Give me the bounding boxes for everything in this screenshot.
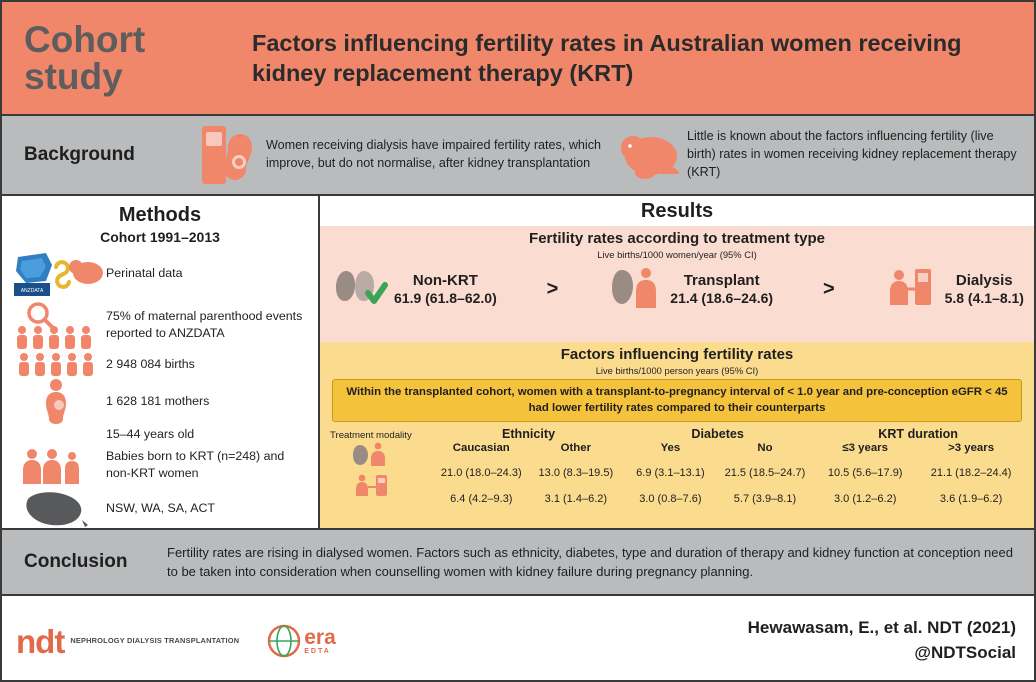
factor-column-diabetes-yes [623, 442, 718, 512]
treatment-modality-label: Treatment modality [330, 430, 412, 442]
factor-cell-ethnicity-caucasian-transplant: 21.0 (18.0–24.3) [440, 467, 522, 480]
treatment-item-transplant [608, 265, 773, 314]
cohort-study-line1: Cohort [24, 19, 146, 60]
factors-panel [320, 342, 1034, 528]
factor-cell-diabetes-no-transplant: 21.5 (18.5–24.7) [724, 467, 806, 480]
era-logo-sub: EDTA [304, 648, 331, 655]
conclusion-text: Fertility rates are rising in dialysed women. Factors such as ethnicity, diabetes, type and duration of therapy and kidney function at conception need to be taken into consideration when counselling women with kidney failure during pregnancy planning. [167, 544, 1013, 579]
treatment-panel-title: Fertility rates according to treatment type [529, 230, 825, 247]
factor-cell-diabetes-no-dialysis: 5.7 (3.9–8.1) [733, 493, 797, 506]
methods-row-age-text: 15–44 years old [106, 426, 195, 441]
poster-body [2, 196, 1034, 530]
methods-title: Methods [118, 204, 202, 226]
comparison-separator-2: > [822, 278, 835, 300]
factor-group-diabetes-title: Diabetes [691, 427, 744, 442]
factor-cell-diabetes-yes-transplant: 6.9 (3.1–13.1) [636, 467, 705, 480]
factor-group-krt-duration [812, 427, 1024, 512]
age-range-icon [10, 425, 106, 443]
people-group-icon [10, 351, 106, 377]
methods-row-perinatal [10, 247, 310, 299]
methods-row-babies [10, 444, 310, 486]
treatment-item-dialysis-value: 5.8 (4.1–8.1) [944, 289, 1024, 306]
results-section [320, 196, 1034, 528]
baby-icon [613, 121, 687, 189]
methods-row-age [10, 425, 310, 443]
factor-group-ethnicity-title: Ethnicity [501, 427, 556, 442]
cohort-study-line2: study [24, 56, 123, 97]
poster-footer [2, 596, 1034, 682]
background-item-1-text: Women receiving dialysis have impaired fertility rates, which improve, but do not normalise, after kidney transplantation [266, 138, 602, 170]
factors-panel-units: Live births/1000 person years (95% CI) [595, 365, 759, 376]
kidney-transplant-icon [608, 265, 664, 314]
cohort-study-label [24, 21, 145, 95]
treatment-type-panel [320, 226, 1034, 342]
methods-row-perinatal-text: Perinatal data [106, 265, 183, 280]
modality-icon-list [330, 442, 434, 502]
factor-group-krt-duration-title: KRT duration [878, 427, 958, 442]
ndt-logo [16, 622, 240, 660]
factor-column-diabetes-yes-head: Yes [660, 442, 681, 455]
factor-cell-duration-short-transplant: 10.5 (5.6–17.9) [827, 467, 903, 480]
pregnant-woman-dialysis-icon [192, 121, 266, 189]
factor-column-duration-short-head: ≤3 years [842, 442, 888, 455]
treatment-item-non-krt [330, 265, 497, 314]
treatment-item-dialysis-labels [945, 272, 1024, 308]
treatment-item-non-krt-labels [394, 272, 497, 308]
methods-row-births-text: 2 948 084 births [106, 356, 195, 371]
methods-row-states-text: NSW, WA, SA, ACT [106, 500, 216, 515]
methods-row-states [10, 487, 310, 529]
social-handle[interactable]: @NDTSocial [914, 643, 1016, 662]
dialysis-person-icon [352, 473, 434, 502]
treatment-item-transplant-labels [670, 272, 773, 308]
conclusion-label: Conclusion [24, 551, 128, 572]
results-title: Results [320, 196, 1034, 226]
treatment-item-non-krt-name: Non-KRT [412, 271, 478, 289]
factor-column-caucasian [434, 442, 529, 512]
methods-row-babies-text: Babies born to KRT (n=248) and non-KRT women [106, 449, 285, 480]
title-container [252, 2, 1034, 114]
kidneys-check-icon [330, 265, 388, 314]
pregnant-woman-icon [10, 378, 106, 424]
treatment-item-transplant-value: 21.4 (18.6–24.6) [670, 289, 774, 306]
factor-group-diabetes [623, 427, 812, 512]
factor-column-duration-long [918, 442, 1024, 512]
factor-cell-duration-long-dialysis: 3.6 (1.9–6.2) [939, 493, 1003, 506]
factor-group-krt-duration-columns [812, 442, 1024, 512]
family-icon [10, 444, 106, 486]
era-edta-logo [267, 624, 336, 658]
page-title: Factors influencing fertility rates in Australian women receiving kidney replacement therapy (KRT) [252, 29, 962, 86]
methods-row-mothers-text: 1 628 181 mothers [106, 393, 210, 408]
factor-column-diabetes-no [718, 442, 813, 512]
factor-column-other-head: Other [560, 442, 592, 455]
ndt-logo-words: NEPHROLOGY DIALYSIS TRANSPLANTATION [70, 635, 240, 645]
methods-section [2, 196, 320, 528]
transplant-person-icon [352, 442, 434, 471]
australia-map-icon [10, 487, 106, 529]
treatment-item-transplant-name: Transplant [683, 271, 760, 289]
factors-callout: Within the transplanted cohort, women with a transplant-to-pregnancy interval of < 1.0 year and pre-conception eGFR < 45 had lower fertility rates compared to their counterparts [332, 379, 1022, 422]
footer-citation-block [748, 616, 1016, 665]
citation-text: Hewawasam, E., et al. NDT (2021) [747, 618, 1016, 638]
factor-cell-ethnicity-other-dialysis: 3.1 (1.4–6.2) [544, 493, 608, 506]
methods-row-births [10, 351, 310, 377]
treatment-item-dialysis [885, 265, 1024, 314]
magnifier-people-icon [10, 300, 106, 350]
anzdata-map-icon [10, 247, 106, 299]
background-section [2, 116, 1034, 196]
cohort-study-badge [2, 2, 252, 114]
comparison-separator-1: > [546, 278, 559, 300]
factors-table [326, 427, 1028, 512]
factor-column-duration-short [812, 442, 918, 512]
factor-cell-ethnicity-other-transplant: 13.0 (8.3–19.5) [538, 467, 614, 480]
factor-group-diabetes-columns [623, 442, 812, 512]
methods-row-reporting [10, 300, 310, 350]
factor-column-duration-long-head: >3 years [948, 442, 995, 455]
ndt-logo-mark: ndt [16, 622, 65, 660]
factor-group-ethnicity-columns [434, 442, 623, 512]
factor-column-diabetes-no-head: No [757, 442, 773, 455]
factor-cell-ethnicity-caucasian-dialysis: 6.4 (4.2–9.3) [450, 493, 513, 506]
treatment-modality-column [330, 427, 434, 512]
factors-groups [434, 427, 1024, 512]
methods-row-reporting-text: 75% of maternal parenthood events reported to ANZDATA [106, 309, 303, 340]
factor-column-caucasian-head: Caucasian [452, 442, 510, 455]
dialysis-machine-icon [885, 265, 939, 314]
treatment-item-dialysis-name: Dialysis [955, 271, 1013, 289]
methods-row-mothers [10, 378, 310, 424]
svg-text:ANZDATA: ANZDATA [20, 288, 44, 294]
footer-logos [16, 624, 748, 658]
background-item-2-text: Little is known about the factors influencing fertility (live birth) rates in women receiving kidney replacement therapy (KRT) [687, 129, 1017, 179]
conclusion-section [2, 530, 1034, 596]
background-label: Background [24, 144, 135, 165]
treatment-panel-units: Live births/1000 women/year (95% CI) [597, 249, 757, 260]
treatment-comparison-row [326, 263, 1028, 314]
poster-header [2, 2, 1034, 116]
factor-group-ethnicity [434, 427, 623, 512]
era-logo-text: era [304, 626, 336, 649]
era-globe-icon [267, 624, 301, 658]
methods-subtitle: Cohort 1991–2013 [100, 229, 220, 245]
factor-cell-diabetes-yes-dialysis: 3.0 (0.8–7.6) [639, 493, 702, 506]
factors-panel-title: Factors influencing fertility rates [560, 346, 794, 363]
background-item-2 [613, 116, 1034, 194]
background-item-1 [192, 116, 613, 194]
treatment-item-non-krt-value: 61.9 (61.8–62.0) [394, 289, 497, 306]
factor-cell-duration-long-transplant: 21.1 (18.2–24.4) [930, 467, 1012, 480]
factor-column-other [529, 442, 624, 512]
factor-cell-duration-short-dialysis: 3.0 (1.2–6.2) [833, 493, 897, 506]
